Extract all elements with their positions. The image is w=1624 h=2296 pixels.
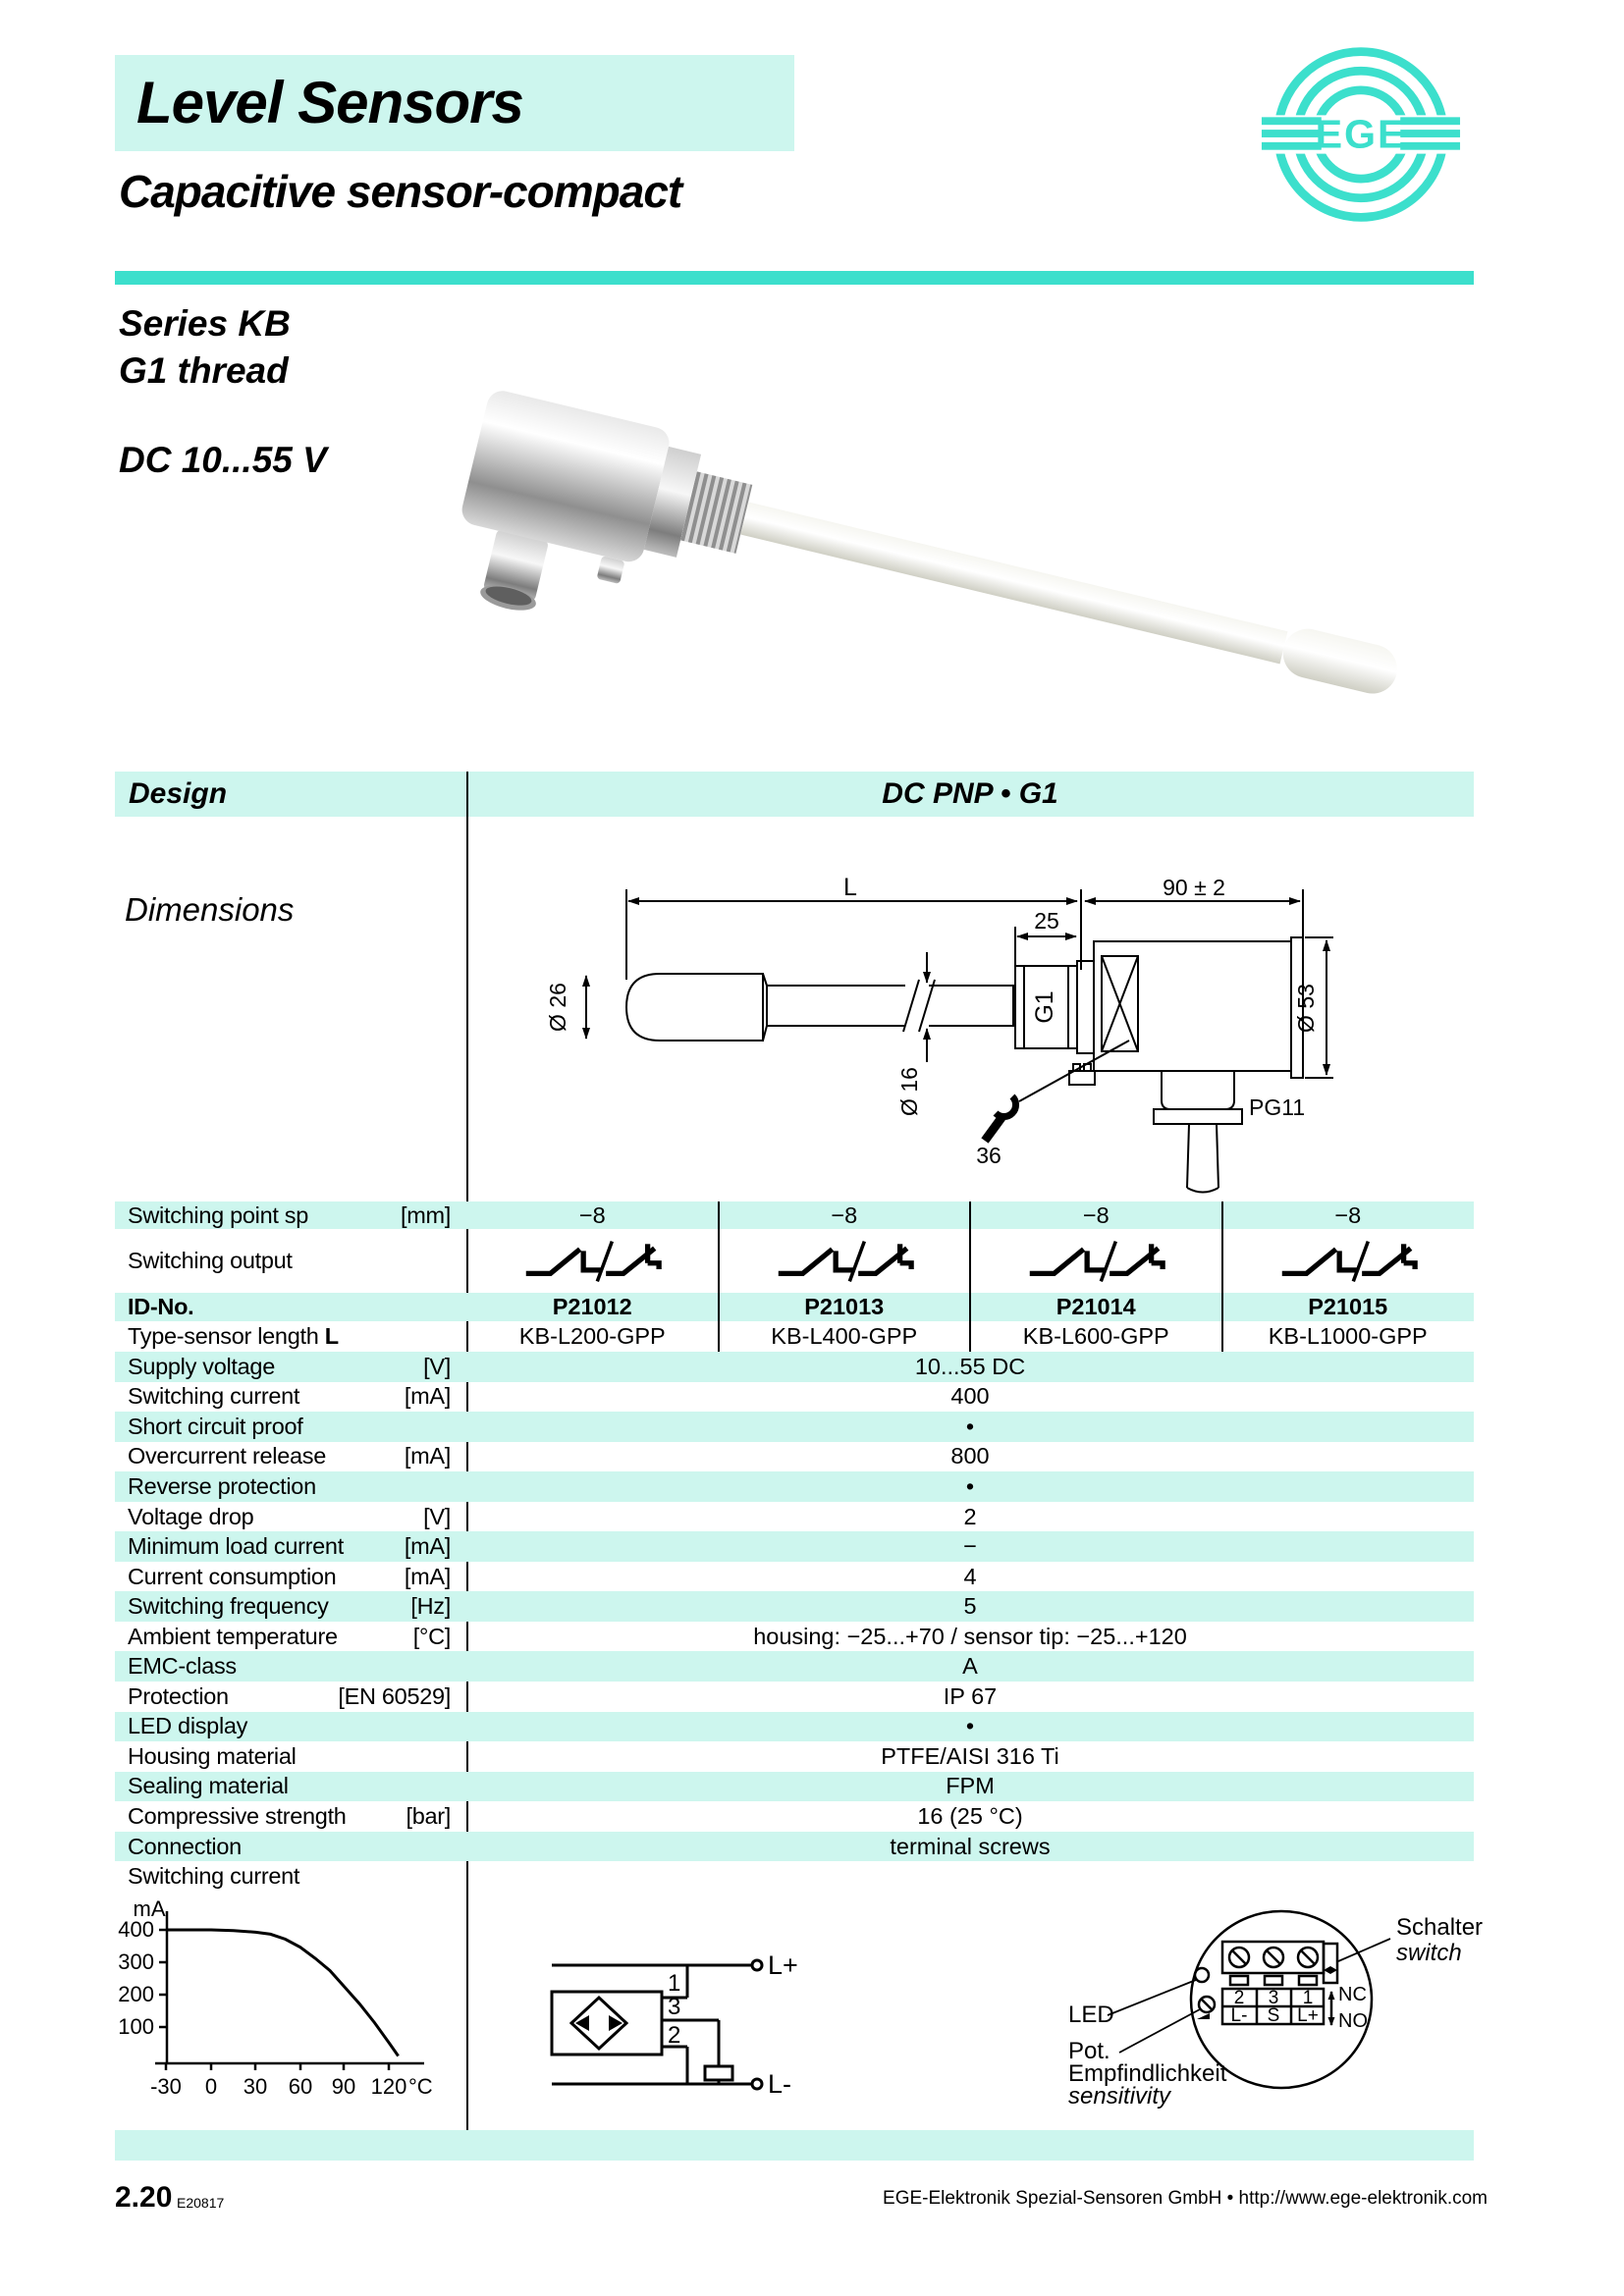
- series-thread: G1 thread: [119, 350, 289, 391]
- switching-output-symbol: [518, 1239, 666, 1284]
- wire-terminal-2: 2: [668, 2022, 681, 2049]
- x-tick: 60: [288, 2074, 313, 2099]
- wire-l-plus: L+: [768, 1950, 798, 1980]
- switch-label-en: switch: [1396, 1940, 1462, 1966]
- spec-cell: [719, 1229, 971, 1293]
- terminal-sig: L+: [1297, 2005, 1319, 2026]
- dim-g1: G1: [1031, 990, 1058, 1024]
- table-row: [115, 1591, 1474, 1622]
- terminal-num: 3: [1268, 1988, 1279, 2008]
- spec-table: [115, 1201, 1474, 1892]
- row-label: EMC-class: [128, 1653, 237, 1680]
- row-label: Switching point sp [mm]: [128, 1201, 451, 1228]
- table-row: [115, 1442, 1474, 1472]
- row-unit: [V]: [423, 1353, 451, 1379]
- row-label: ID-No.: [128, 1294, 194, 1319]
- spec-cell: −8: [1082, 1201, 1110, 1228]
- id-number: P21015: [1308, 1294, 1388, 1319]
- pot-label-de: Empfindlichkeit: [1068, 2060, 1227, 2087]
- x-tick: 30: [243, 2074, 268, 2099]
- x-tick: 90: [331, 2074, 356, 2099]
- footer-company: EGE-Elektronik Spezial-Sensoren GmbH • http://www.ege-elektronik.com: [883, 2188, 1488, 2209]
- dim-d26: Ø 26: [545, 983, 570, 1032]
- table-row: [115, 1502, 1474, 1532]
- type-name: KB-L400-GPP: [771, 1323, 918, 1349]
- row-label: Minimum load current [mA]: [128, 1533, 451, 1560]
- photo-probe-tip: [1278, 624, 1402, 699]
- dim-36: 36: [976, 1143, 1001, 1168]
- photo-housing: [461, 388, 673, 564]
- y-tick: 400: [118, 1917, 154, 1942]
- pot-label: Pot.: [1068, 2038, 1110, 2064]
- chart-curve: [167, 1930, 399, 2056]
- table-row: [115, 1412, 1474, 1442]
- y-tick: 100: [118, 2014, 154, 2039]
- product-photo: [461, 363, 1502, 736]
- series-block: [119, 300, 291, 395]
- divider-bar: [115, 271, 1474, 285]
- logo-text: EGE: [1315, 111, 1407, 157]
- row-label: Protection [EN 60529]: [128, 1682, 451, 1709]
- type-name: KB-L200-GPP: [518, 1323, 666, 1349]
- column-divider: [1221, 1201, 1223, 1352]
- terminal-sig: S: [1267, 2005, 1280, 2026]
- spec-value: −: [963, 1533, 977, 1560]
- row-label: Sealing material: [128, 1773, 289, 1799]
- no-label: NO: [1338, 2010, 1368, 2032]
- switching-output-symbol: [1022, 1239, 1169, 1284]
- x-tick: -30: [150, 2074, 182, 2099]
- table-row: [115, 1471, 1474, 1502]
- page-subtitle: Capacitive sensor-compact: [119, 166, 682, 217]
- design-value: DC PNP • G1: [882, 777, 1058, 810]
- series-name: Series KB: [119, 303, 291, 344]
- row-label: Voltage drop [V]: [128, 1503, 451, 1529]
- spec-value: terminal screws: [890, 1833, 1051, 1859]
- x-tick: 120: [370, 2074, 407, 2099]
- spec-cell: −8: [578, 1201, 606, 1228]
- dimensions-label: Dimensions: [125, 891, 295, 928]
- terminal-screw-icon: [1229, 1948, 1318, 1967]
- chart-ylabel: mA: [133, 1896, 166, 1921]
- spec-cell: [466, 1229, 719, 1293]
- dip-switch-icon: [1324, 1944, 1337, 1983]
- dim-pg11: PG11: [1249, 1095, 1306, 1120]
- table-row: [115, 1201, 1474, 1229]
- design-header-row: [115, 772, 1474, 817]
- nc-label: NC: [1338, 1984, 1367, 2005]
- row-label: Overcurrent release [mA]: [128, 1443, 451, 1469]
- spec-cell: −8: [1334, 1201, 1362, 1228]
- table-row: [115, 1352, 1474, 1382]
- switch-label-de: Schalter: [1396, 1914, 1484, 1941]
- spec-value: IP 67: [943, 1682, 998, 1709]
- y-tick: 300: [118, 1949, 154, 1974]
- spec-value: •: [965, 1413, 975, 1439]
- footer-page-number: 2.20: [115, 2181, 173, 2214]
- spec-value: 4: [963, 1563, 977, 1589]
- row-unit: [EN 60529]: [338, 1682, 451, 1709]
- row-label: Housing material: [128, 1742, 297, 1769]
- page-title: Level Sensors: [136, 70, 523, 135]
- spec-value: 5: [963, 1593, 977, 1620]
- row-unit: [mA]: [404, 1383, 451, 1410]
- table-row: [115, 1531, 1474, 1562]
- switching-output-symbol: [771, 1239, 918, 1284]
- table-row: [115, 1682, 1474, 1712]
- dim-90: 90 ± 2: [1163, 875, 1225, 900]
- spec-value: housing: −25...+70 / sensor tip: −25...+120: [753, 1623, 1187, 1649]
- spec-cell: −8: [831, 1201, 858, 1228]
- table-row: [115, 1741, 1474, 1772]
- type-name: KB-L600-GPP: [1022, 1323, 1169, 1349]
- column-divider: [969, 1201, 971, 1352]
- terminal-view: [1060, 1870, 1532, 2125]
- spec-value: 16 (25 °C): [917, 1802, 1023, 1829]
- wiring-diagram: [520, 1919, 844, 2150]
- wire-l-minus: L-: [768, 2069, 792, 2099]
- type-name: KB-L1000-GPP: [1268, 1323, 1428, 1349]
- row-label: Type-sensor length L: [128, 1323, 339, 1349]
- bottom-band: [115, 2130, 1474, 2161]
- table-row: [115, 1801, 1474, 1832]
- table-row: [115, 1712, 1474, 1742]
- footer-doc-id: E20817: [177, 2195, 225, 2211]
- row-unit: [V]: [423, 1503, 451, 1529]
- row-unit: [mA]: [404, 1533, 451, 1560]
- row-unit: [mA]: [404, 1443, 451, 1469]
- switching-output-symbol: [1274, 1239, 1422, 1284]
- spec-value: •: [965, 1472, 975, 1499]
- series-voltage: DC 10...55 V: [119, 440, 327, 480]
- row-unit: [mA]: [404, 1563, 451, 1589]
- id-number: P21014: [1056, 1294, 1136, 1319]
- y-tick: 200: [118, 1982, 154, 2006]
- spec-value: 10...55 DC: [914, 1353, 1026, 1379]
- spec-value: FPM: [946, 1773, 995, 1799]
- row-label: LED display: [128, 1713, 248, 1739]
- spec-cell: [970, 1229, 1222, 1293]
- table-row: [115, 1293, 1474, 1321]
- column-divider: [718, 1201, 720, 1352]
- table-row: [115, 1772, 1474, 1802]
- row-label: Short circuit proof: [128, 1413, 303, 1439]
- x-tick: 0: [204, 2074, 218, 2099]
- id-number: P21012: [552, 1294, 632, 1319]
- dim-d53: Ø 53: [1293, 984, 1319, 1033]
- row-label: Supply voltage [V]: [128, 1353, 451, 1379]
- table-row: [115, 1832, 1474, 1862]
- row-label: Current consumption [mA]: [128, 1563, 451, 1589]
- spec-value: •: [965, 1713, 975, 1739]
- spec-value: 2: [963, 1503, 977, 1529]
- spec-cell: [1222, 1229, 1475, 1293]
- row-unit: [°C]: [412, 1623, 451, 1649]
- table-row: [115, 1382, 1474, 1413]
- spec-value: A: [962, 1653, 978, 1680]
- sensor-symbol: [575, 2015, 623, 2031]
- table-row: [115, 1229, 1474, 1293]
- terminal-sig: L-: [1230, 2005, 1248, 2026]
- pot-label-en: sensitivity: [1068, 2083, 1171, 2109]
- dim-L: L: [843, 874, 857, 901]
- dim-d16: Ø 16: [896, 1067, 922, 1116]
- row-label: Reverse protection: [128, 1472, 316, 1499]
- terminal-num: 2: [1233, 1988, 1245, 2008]
- spec-value: 400: [950, 1383, 990, 1410]
- row-unit: [bar]: [406, 1802, 451, 1829]
- row-label: Switching current: [128, 1863, 300, 1890]
- row-unit: [mm]: [400, 1201, 451, 1228]
- table-row: [115, 1622, 1474, 1652]
- row-label: Switching frequency [Hz]: [128, 1593, 451, 1620]
- wrench-icon: [985, 1096, 1016, 1141]
- id-number: P21013: [804, 1294, 885, 1319]
- table-row: [115, 1651, 1474, 1682]
- chart-xlabel: °C: [408, 2074, 433, 2099]
- led-label: LED: [1068, 2002, 1114, 2028]
- dimension-drawing: [520, 854, 1394, 1198]
- spec-value: 800: [950, 1443, 990, 1469]
- row-label: Connection: [128, 1833, 242, 1859]
- led-icon: [1195, 1968, 1209, 1982]
- design-label: Design: [129, 777, 228, 810]
- potentiometer-icon: [1199, 1997, 1215, 2012]
- terminal-num: 1: [1302, 1988, 1314, 2008]
- switching-current-chart: [98, 1890, 452, 2115]
- table-row: [115, 1321, 1474, 1352]
- spec-value: PTFE/AISI 316 Ti: [881, 1742, 1059, 1769]
- row-label: Switching current [mA]: [128, 1383, 451, 1410]
- title-banner: [115, 55, 794, 151]
- dim-25: 25: [1034, 908, 1059, 934]
- row-label: Ambient temperature [°C]: [128, 1623, 451, 1649]
- ege-logo-icon: [1260, 37, 1462, 232]
- table-row: [115, 1562, 1474, 1592]
- row-unit: [Hz]: [410, 1593, 451, 1620]
- row-label: Compressive strength [bar]: [128, 1802, 451, 1829]
- wire-terminal-3: 3: [668, 1994, 681, 2020]
- photo-probe: [740, 502, 1287, 664]
- wire-terminal-1: 1: [668, 1970, 681, 1997]
- row-label: Switching output: [128, 1248, 293, 1273]
